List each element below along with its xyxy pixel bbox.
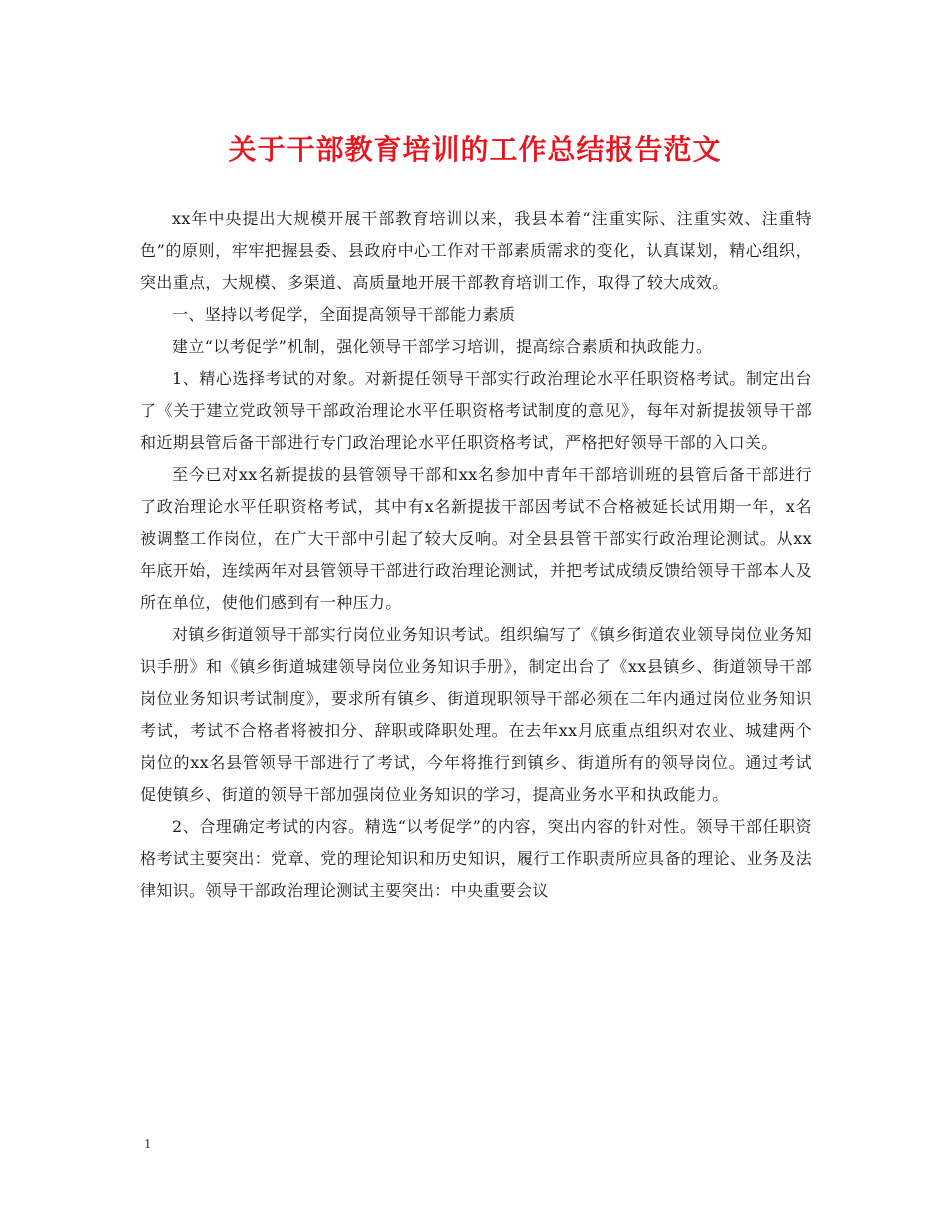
paragraph-intro: xx年中央提出大规模开展干部教育培训以来，我县本着“注重实际、注重实效、注重特色”的原则，牢牢把握县委、县政府中心工作对干部素质需求的变化，认真谋划，精心组织，突出重点，大规模、多渠道、高质量地开展干部教育培训工作，取得了较大成效。 [140,209,812,292]
paragraph: 2、合理确定考试的内容。精选“以考促学”的内容，突出内容的针对性。领导干部任职资格考试主要突出：党章、党的理论知识和历史知识，履行工作职责所应具备的理论、业务及法律知识。领导干部政治理论测试主要突出：中央重要会议 [140,817,812,900]
page-number: 1 [144,1137,151,1152]
paragraph: 至今已对xx名新提拔的县管领导干部和xx名参加中青年干部培训班的县管后备干部进行了政治理论水平任职资格考试，其中有x名新提拔干部因考试不合格被延长试用期一年，x名被调整工作岗位，在广大干部中引起了较大反响。对全县县管干部实行政治理论测试。从xx年底开始，连续两年对县管领导干部进行政治理论测试，并把考试成绩反馈给领导干部本人及所在单位，使他们感到有一种压力。 [140,465,812,612]
document-body [140,203,812,907]
section-heading-1: 一、坚持以考促学，全面提高领导干部能力素质 [172,305,516,324]
paragraph: 对镇乡街道领导干部实行岗位业务知识考试。组织编写了《镇乡街道农业领导岗位业务知识手册》和《镇乡街道城建领导岗位业务知识手册》，制定出台了《xx县镇乡、街道领导干部岗位业务知识考试制度》，要求所有镇乡、街道现职领导干部必须在二年内通过岗位业务知识考试，考试不合格者将被扣分、辞职或降职处理。在去年xx月底重点组织对农业、城建两个岗位的xx名县管领导干部进行了考试，今年将推行到镇乡、街道所有的领导岗位。通过考试促使镇乡、街道的领导干部加强岗位业务知识的学习，提高业务水平和执政能力。 [140,625,812,804]
paragraph: 建立“以考促学”机制，强化领导干部学习培训，提高综合素质和执政能力。 [172,337,713,356]
paragraph: 1、精心选择考试的对象。对新提任领导干部实行政治理论水平任职资格考试。制定出台了《关于建立党政领导干部政治理论水平任职资格考试制度的意见》，每年对新提拔领导干部和近期县管后备干部进行专门政治理论水平任职资格考试，严格把好领导干部的入口关。 [140,369,812,452]
document-title: 关于干部教育培训的工作总结报告范文 [228,133,722,166]
